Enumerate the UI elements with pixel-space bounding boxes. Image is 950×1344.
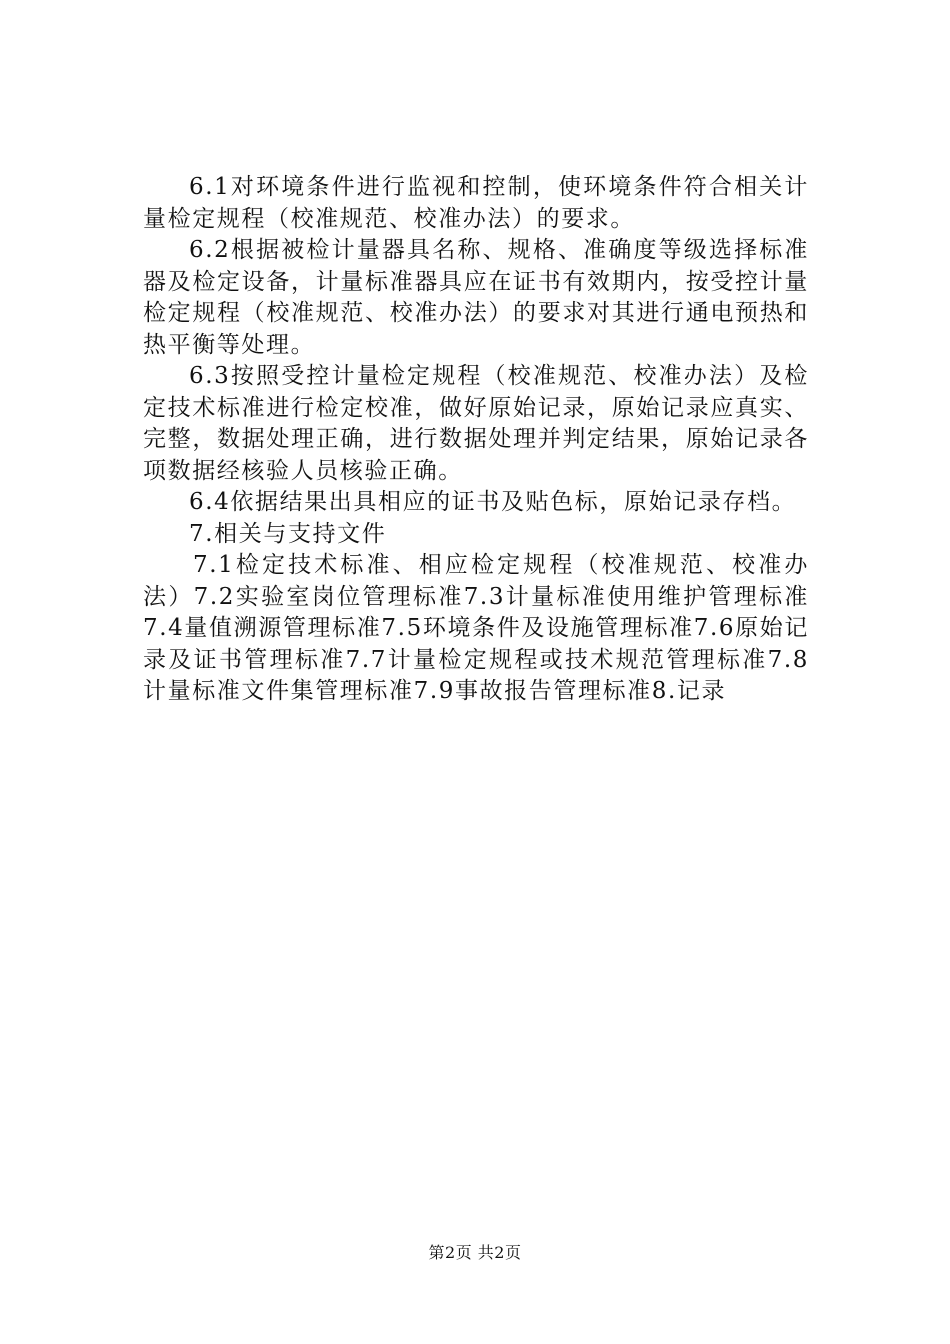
paragraph-7-list: 7.1检定技术标准、相应检定规程（校准规范、校准办法）7.2实验室岗位管理标准7.3计量标准使用维护管理标准7.4量值溯源管理标准7.5环境条件及设施管理标准7.6原始记录及证书管理标准7.7计量检定规程或技术规范管理标准7.8计量标准文件集管理标准7.9事故报告管理标准8.记录 [143, 552, 809, 704]
page-footer: 第2页 共2页 [428, 1243, 522, 1262]
paragraph-6-4: 6.4依据结果出具相应的证书及贴色标，原始记录存档。 [189, 489, 797, 515]
paragraph-6-2: 6.2根据被检计量器具名称、规格、准确度等级选择标准器及检定设备，计量标准器具应在证书有效期内，按受控计量检定规程（校准规范、校准办法）的要求对其进行通电预热和热平衡等处理。 [143, 237, 809, 358]
section-heading-7: 7.相关与支持文件 [189, 520, 387, 547]
document-body [143, 172, 809, 708]
paragraph-6-1: 6.1对环境条件进行监视和控制，使环境条件符合相关计量检定规程（校准规范、校准办法）的要求。 [143, 174, 809, 232]
paragraph-6-3: 6.3按照受控计量检定规程（校准规范、校准办法）及检定技术标准进行检定校准，做好原始记录，原始记录应真实、完整，数据处理正确，进行数据处理并判定结果，原始记录各项数据经核验人员核验正确。 [143, 363, 809, 484]
